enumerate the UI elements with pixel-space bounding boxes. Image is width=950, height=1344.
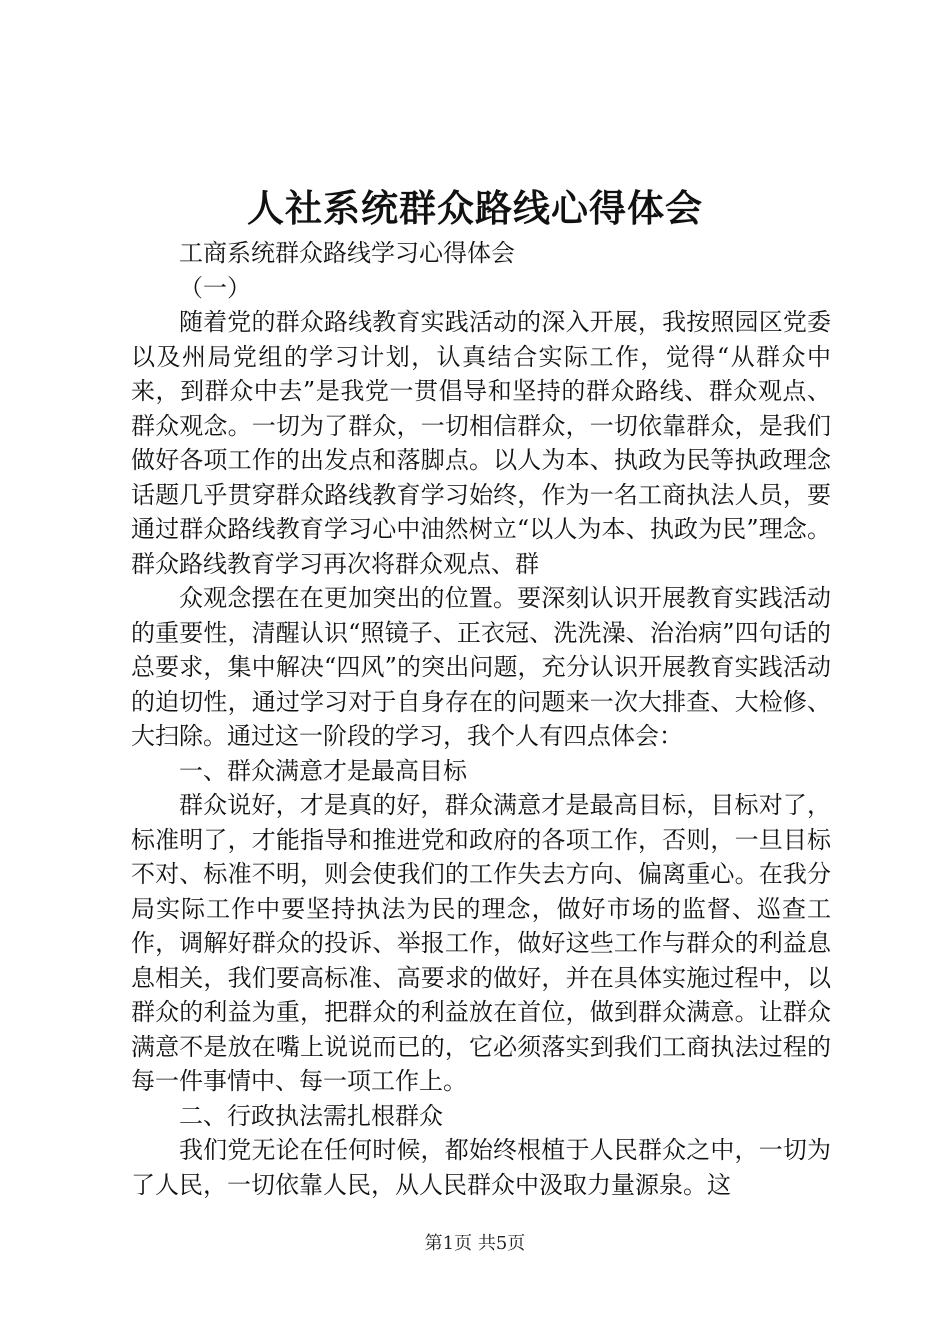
page-number-footer: 第1页 共5页	[424, 1233, 526, 1254]
document-title: 人社系统群众路线心得体会	[247, 186, 703, 230]
section-number: （一）	[179, 273, 251, 302]
body-paragraph: 我们党无论在任何时候，都始终根植于人民群众之中，一切为了人民，一切依靠人民，从人民群众中汲取力量源泉。这	[131, 1136, 831, 1199]
document-body	[131, 236, 831, 1202]
subtitle-paragraph: 工商系统群众路线学习心得体会	[179, 239, 515, 267]
body-paragraph: 群众说好，才是真的好，群众满意才是最高目标，目标对了，标准明了，才能指导和推进党和政府的各项工作，否则，一旦目标不对、标准不明，则会使我们的工作失去方向、偏离重心。在我分局实际工作中要坚持执法为民的理念，做好市场的监督、巡查工作，调解好群众的投诉、举报工作，做好这些工作与群众的利益息息相关，我们要高标准、高要求的做好，并在具体实施过程中，以群众的利益为重，把群众的利益放在首位，做到群众满意。让群众满意不是放在嘴上说说而已的，它必须落实到我们工商执法过程的每一件事情中、每一项工作上。	[131, 791, 831, 1095]
section-heading: 二、行政执法需扎根群众	[179, 1101, 443, 1130]
body-paragraph: 众观念摆在在更加突出的位置。要深刻认识开展教育实践活动的重要性，清醒认识“照镜子、正衣冠、洗洗澡、治治病”四句话的总要求，集中解决“四风”的突出问题，充分认识开展教育实践活动的迫切性，通过学习对于自身存在的问题来一次大排查、大检修、大扫除。通过这一阶段的学习，我个人有四点体会：	[131, 584, 831, 750]
section-heading: 一、群众满意才是最高目标	[179, 756, 467, 785]
body-paragraph: 随着党的群众路线教育实践活动的深入开展，我按照园区党委以及州局党组的学习计划，认真结合实际工作，觉得“从群众中来，到群众中去”是我党一贯倡导和坚持的群众路线、群众观点、群众观念。一切为了群众，一切相信群众，一切依靠群众，是我们做好各项工作的出发点和落脚点。以人为本、执政为民等执政理念话题几乎贯穿群众路线教育学习始终，作为一名工商执法人员，要通过群众路线教育学习心中油然树立“以人为本、执政为民”理念。群众路线教育学习再次将群众观点、群	[131, 308, 831, 578]
